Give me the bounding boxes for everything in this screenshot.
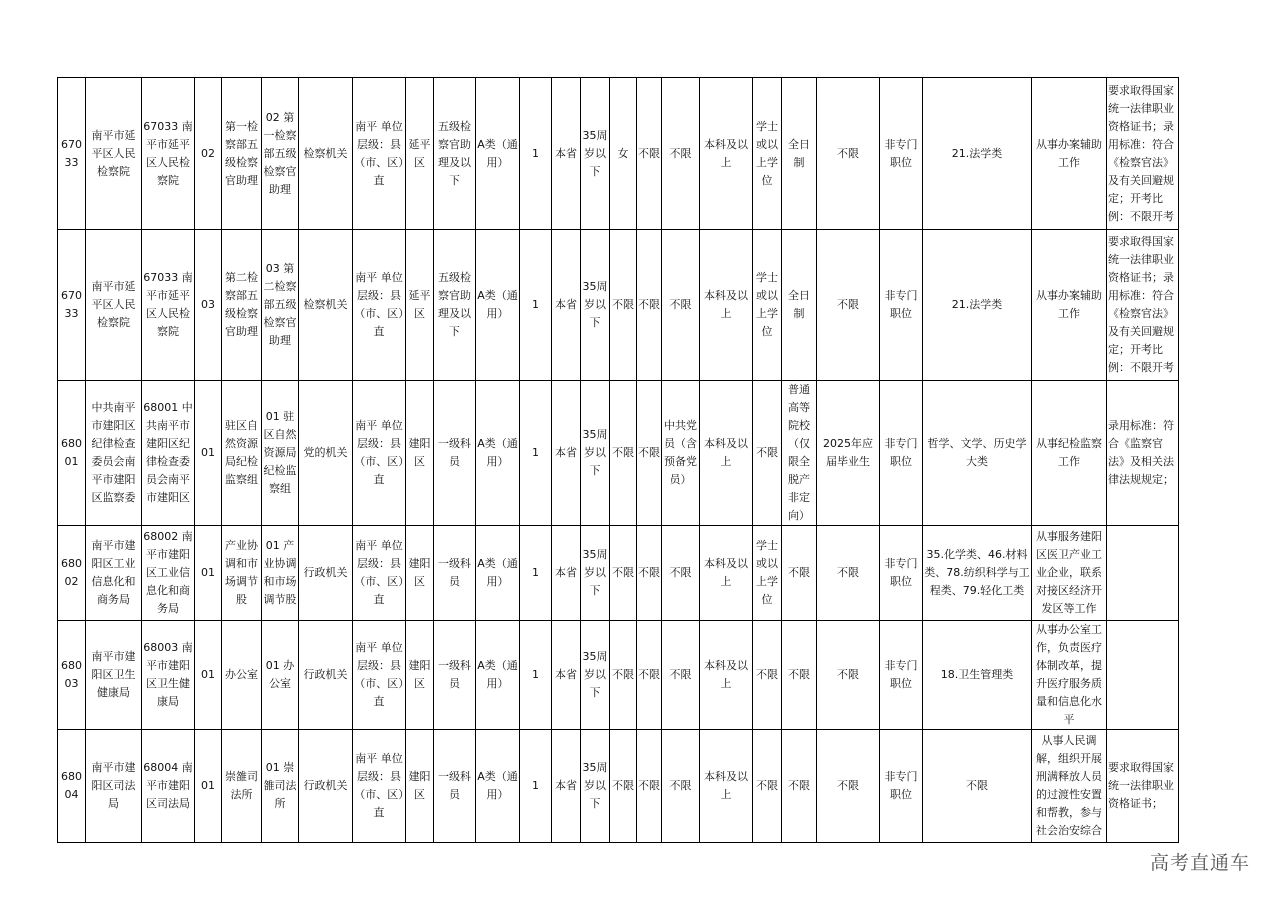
cell-employer-code-name: 68004 南平市建阳区司法局 xyxy=(142,730,195,843)
cell-political-status: 不限 xyxy=(662,78,700,230)
cell-post-number-name: 01 驻区自然资源局纪检监察组 xyxy=(262,381,299,526)
table-row xyxy=(58,381,1179,526)
cell-other-requirement: 不限 xyxy=(817,78,880,230)
cell-post-level: 一级科员 xyxy=(434,526,476,621)
cell-ethnicity: 不限 xyxy=(637,526,662,621)
cell-post-name: 第一检察部五级检察官助理 xyxy=(222,78,262,230)
cell-employer-name: 南平市延平区人民检察院 xyxy=(86,230,142,381)
cell-district: 延平区 xyxy=(406,230,434,381)
cell-remarks: 要求取得国家统一法律职业资格证书；录用标准：符合《检察官法》及有关回避规定；开考比例：不限开考 xyxy=(1107,230,1179,381)
cell-post-number-name: 01 办公室 xyxy=(262,621,299,730)
cell-post-level: 五级检察官助理及以下 xyxy=(434,78,476,230)
cell-political-status: 不限 xyxy=(662,621,700,730)
cell-age-limit: 35周岁以下 xyxy=(581,230,610,381)
cell-household-scope: 本省 xyxy=(552,230,581,381)
cell-household-scope: 本省 xyxy=(552,526,581,621)
cell-post-number: 03 xyxy=(195,230,222,381)
cell-gender: 不限 xyxy=(610,381,637,526)
cell-post-number: 01 xyxy=(195,730,222,843)
cell-household-scope: 本省 xyxy=(552,730,581,843)
cell-employer-code-name: 68001 中共南平市建阳区纪律检查委员会南平市建阳区 xyxy=(142,381,195,526)
cell-other-requirement: 不限 xyxy=(817,730,880,843)
cell-age-limit: 35周岁以下 xyxy=(581,526,610,621)
cell-job-duty: 从事办案辅助工作 xyxy=(1032,78,1107,230)
cell-unit-level: 南平 单位层级：县（市、区）直 xyxy=(353,621,406,730)
cell-post-type: 非专门职位 xyxy=(880,230,923,381)
cell-post-number-name: 01 产业协调和市场调节股 xyxy=(262,526,299,621)
cell-study-mode: 全日制 xyxy=(782,230,817,381)
cell-post-name: 驻区自然资源局纪检监察组 xyxy=(222,381,262,526)
cell-post-type: 非专门职位 xyxy=(880,730,923,843)
cell-remarks: 录用标准：符合《监察官法》及相关法律法规规定； xyxy=(1107,381,1179,526)
cell-unit-level: 南平 单位层级：县（市、区）直 xyxy=(353,730,406,843)
cell-post-number: 01 xyxy=(195,526,222,621)
cell-post-number: 01 xyxy=(195,381,222,526)
cell-employer-name: 南平市建阳区司法局 xyxy=(86,730,142,843)
cell-remarks: 要求取得国家统一法律职业资格证书；录用标准：符合《检察官法》及有关回避规定；开考比例：不限开考 xyxy=(1107,78,1179,230)
cell-gender: 不限 xyxy=(610,230,637,381)
cell-degree: 不限 xyxy=(753,381,782,526)
cell-ethnicity: 不限 xyxy=(637,78,662,230)
table-row xyxy=(58,621,1179,730)
cell-job-duty: 从事纪检监察工作 xyxy=(1032,381,1107,526)
cell-post-type: 非专门职位 xyxy=(880,78,923,230)
cell-study-mode: 不限 xyxy=(782,730,817,843)
cell-degree: 不限 xyxy=(753,730,782,843)
cell-post-name: 办公室 xyxy=(222,621,262,730)
cell-recruit-count: 1 xyxy=(520,230,552,381)
cell-ethnicity: 不限 xyxy=(637,230,662,381)
cell-ethnicity: 不限 xyxy=(637,621,662,730)
cell-unit-level: 南平 单位层级：县（市、区）直 xyxy=(353,230,406,381)
cell-remarks: 要求取得国家统一法律职业资格证书； xyxy=(1107,730,1179,843)
cell-other-requirement: 2025年应届毕业生 xyxy=(817,381,880,526)
cell-post-code: 68002 xyxy=(58,526,86,621)
recruitment-table-container xyxy=(57,77,1179,843)
cell-post-code: 67033 xyxy=(58,230,86,381)
cell-post-number: 02 xyxy=(195,78,222,230)
cell-post-type: 非专门职位 xyxy=(880,526,923,621)
cell-post-code: 68003 xyxy=(58,621,86,730)
cell-district: 延平区 xyxy=(406,78,434,230)
cell-study-mode: 不限 xyxy=(782,526,817,621)
cell-employer-name: 南平市建阳区卫生健康局 xyxy=(86,621,142,730)
cell-age-limit: 35周岁以下 xyxy=(581,78,610,230)
cell-other-requirement: 不限 xyxy=(817,230,880,381)
table-row xyxy=(58,730,1179,843)
cell-ethnicity: 不限 xyxy=(637,381,662,526)
cell-study-mode: 普通高等院校（仅限全脱产非定向） xyxy=(782,381,817,526)
cell-degree: 学士或以上学位 xyxy=(753,78,782,230)
cell-recruit-count: 1 xyxy=(520,78,552,230)
cell-organization-type: 检察机关 xyxy=(299,230,353,381)
cell-organization-type: 行政机关 xyxy=(299,730,353,843)
cell-exam-category: A类（通用） xyxy=(476,78,520,230)
cell-gender: 不限 xyxy=(610,621,637,730)
cell-post-number-name: 02 第一检察部五级检察官助理 xyxy=(262,78,299,230)
cell-household-scope: 本省 xyxy=(552,381,581,526)
cell-major: 21.法学类 xyxy=(923,78,1032,230)
cell-political-status: 不限 xyxy=(662,230,700,381)
cell-organization-type: 行政机关 xyxy=(299,526,353,621)
cell-post-code: 68001 xyxy=(58,381,86,526)
cell-age-limit: 35周岁以下 xyxy=(581,381,610,526)
cell-post-number-name: 03 第二检察部五级检察官助理 xyxy=(262,230,299,381)
cell-education: 本科及以上 xyxy=(700,730,753,843)
cell-degree: 学士或以上学位 xyxy=(753,526,782,621)
cell-post-name: 第二检察部五级检察官助理 xyxy=(222,230,262,381)
cell-remarks xyxy=(1107,526,1179,621)
cell-post-type: 非专门职位 xyxy=(880,381,923,526)
cell-employer-code-name: 68002 南平市建阳区工业信息化和商务局 xyxy=(142,526,195,621)
cell-household-scope: 本省 xyxy=(552,621,581,730)
cell-gender: 不限 xyxy=(610,526,637,621)
cell-gender: 女 xyxy=(610,78,637,230)
cell-post-number-name: 01 崇雒司法所 xyxy=(262,730,299,843)
cell-recruit-count: 1 xyxy=(520,381,552,526)
cell-exam-category: A类（通用） xyxy=(476,230,520,381)
cell-education: 本科及以上 xyxy=(700,381,753,526)
cell-household-scope: 本省 xyxy=(552,78,581,230)
cell-job-duty: 从事人民调解，组织开展刑满释放人员的过渡性安置和帮教，参与社会治安综合 xyxy=(1032,730,1107,843)
cell-post-level: 五级检察官助理及以下 xyxy=(434,230,476,381)
cell-degree: 学士或以上学位 xyxy=(753,230,782,381)
table-row xyxy=(58,526,1179,621)
cell-study-mode: 全日制 xyxy=(782,78,817,230)
cell-major: 不限 xyxy=(923,730,1032,843)
cell-age-limit: 35周岁以下 xyxy=(581,730,610,843)
cell-education: 本科及以上 xyxy=(700,230,753,381)
cell-district: 建阳区 xyxy=(406,381,434,526)
cell-recruit-count: 1 xyxy=(520,730,552,843)
cell-degree: 不限 xyxy=(753,621,782,730)
cell-political-status: 中共党员（含预备党员） xyxy=(662,381,700,526)
cell-employer-name: 中共南平市建阳区纪律检查委员会南平市建阳区监察委 xyxy=(86,381,142,526)
cell-education: 本科及以上 xyxy=(700,78,753,230)
cell-post-type: 非专门职位 xyxy=(880,621,923,730)
cell-employer-code-name: 67033 南平市延平区人民检察院 xyxy=(142,230,195,381)
cell-exam-category: A类（通用） xyxy=(476,621,520,730)
cell-unit-level: 南平 单位层级：县（市、区）直 xyxy=(353,381,406,526)
cell-post-level: 一级科员 xyxy=(434,730,476,843)
cell-unit-level: 南平 单位层级：县（市、区）直 xyxy=(353,78,406,230)
cell-education: 本科及以上 xyxy=(700,526,753,621)
cell-organization-type: 党的机关 xyxy=(299,381,353,526)
cell-study-mode: 不限 xyxy=(782,621,817,730)
cell-post-level: 一级科员 xyxy=(434,621,476,730)
cell-employer-name: 南平市建阳区工业信息化和商务局 xyxy=(86,526,142,621)
cell-political-status: 不限 xyxy=(662,730,700,843)
cell-employer-code-name: 67033 南平市延平区人民检察院 xyxy=(142,78,195,230)
watermark-text: 高考直通车 xyxy=(1149,852,1250,874)
cell-job-duty: 从事办案辅助工作 xyxy=(1032,230,1107,381)
cell-job-duty: 从事办公室工作，负责医疗体制改革，提升医疗服务质量和信息化水平 xyxy=(1032,621,1107,730)
cell-employer-name: 南平市延平区人民检察院 xyxy=(86,78,142,230)
cell-education: 本科及以上 xyxy=(700,621,753,730)
recruitment-table xyxy=(57,77,1179,843)
cell-district: 建阳区 xyxy=(406,730,434,843)
table-row xyxy=(58,230,1179,381)
cell-major: 哲学、文学、历史学大类 xyxy=(923,381,1032,526)
cell-political-status: 不限 xyxy=(662,526,700,621)
cell-unit-level: 南平 单位层级：县（市、区）直 xyxy=(353,526,406,621)
cell-exam-category: A类（通用） xyxy=(476,381,520,526)
cell-post-name: 崇雒司法所 xyxy=(222,730,262,843)
cell-organization-type: 行政机关 xyxy=(299,621,353,730)
cell-major: 18.卫生管理类 xyxy=(923,621,1032,730)
cell-organization-type: 检察机关 xyxy=(299,78,353,230)
cell-post-level: 一级科员 xyxy=(434,381,476,526)
cell-post-number: 01 xyxy=(195,621,222,730)
cell-age-limit: 35周岁以下 xyxy=(581,621,610,730)
cell-ethnicity: 不限 xyxy=(637,730,662,843)
cell-exam-category: A类（通用） xyxy=(476,730,520,843)
cell-job-duty: 从事服务建阳区医卫产业工业企业，联系对接区经济开发区等工作 xyxy=(1032,526,1107,621)
cell-exam-category: A类（通用） xyxy=(476,526,520,621)
cell-other-requirement: 不限 xyxy=(817,526,880,621)
cell-remarks xyxy=(1107,621,1179,730)
cell-post-code: 67033 xyxy=(58,78,86,230)
cell-post-code: 68004 xyxy=(58,730,86,843)
cell-other-requirement: 不限 xyxy=(817,621,880,730)
table-row xyxy=(58,78,1179,230)
cell-major: 21.法学类 xyxy=(923,230,1032,381)
cell-gender: 不限 xyxy=(610,730,637,843)
cell-district: 建阳区 xyxy=(406,621,434,730)
cell-post-name: 产业协调和市场调节股 xyxy=(222,526,262,621)
cell-employer-code-name: 68003 南平市建阳区卫生健康局 xyxy=(142,621,195,730)
cell-recruit-count: 1 xyxy=(520,621,552,730)
cell-recruit-count: 1 xyxy=(520,526,552,621)
cell-district: 建阳区 xyxy=(406,526,434,621)
cell-major: 35.化学类、46.材料类、78.纺织科学与工程类、79.轻化工类 xyxy=(923,526,1032,621)
